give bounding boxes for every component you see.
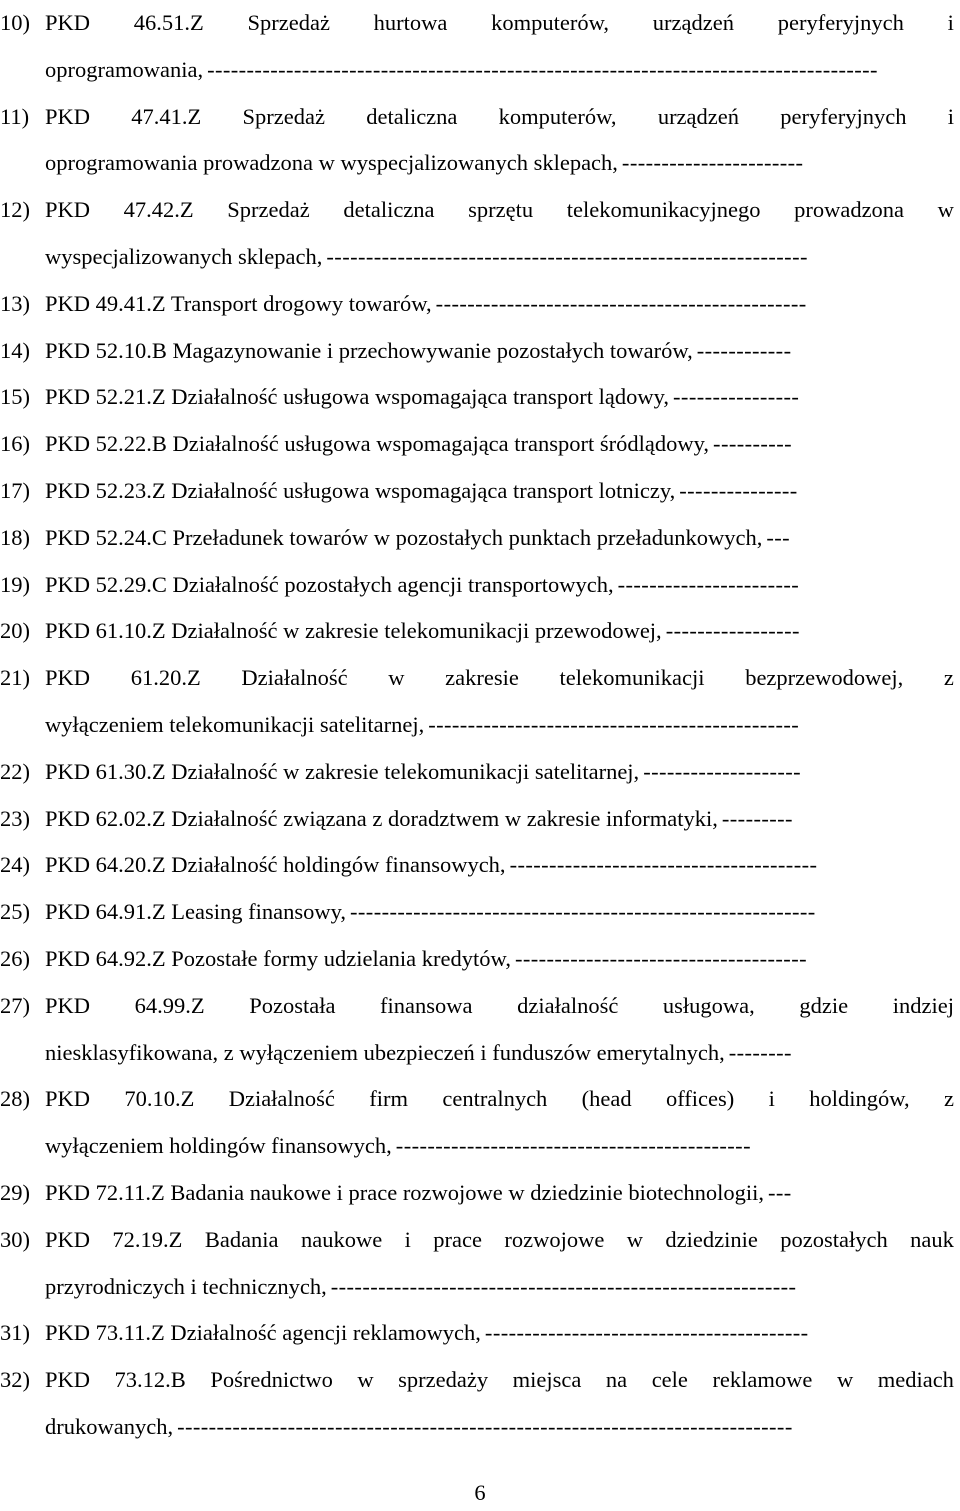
item-number: 27) [0, 992, 30, 1018]
list-item [0, 0, 956, 94]
list-item [0, 374, 956, 421]
item-body [45, 889, 954, 936]
item-word: z [944, 1086, 954, 1112]
dash-leader: --------- [721, 805, 793, 831]
dash-leader: --------------------------------------------- [395, 1133, 751, 1159]
item-line [45, 562, 954, 609]
dash-leader: ----------------------------------------------- [435, 290, 807, 316]
item-line [45, 796, 954, 843]
item-number: 29) [0, 1179, 30, 1205]
item-number: 31) [0, 1320, 30, 1346]
dash-leader: ------------------------------------------------------------- [326, 243, 808, 269]
item-line-justified [45, 655, 954, 702]
item-body [45, 421, 954, 468]
item-number: 21) [0, 665, 30, 691]
item-word: rozwojowe [504, 1226, 605, 1252]
item-body [45, 562, 954, 609]
dash-leader: ------------------------------------------------------------------------------------- [207, 56, 878, 82]
item-text: PKD 72.11.Z Badania naukowe i prace rozwojowe w dziedzinie biotechnologii, [45, 1179, 764, 1205]
item-word: telekomunikacyjnego [566, 197, 761, 223]
item-word: i [947, 103, 954, 129]
item-word: urządzeń [657, 103, 740, 129]
item-word: firm [369, 1086, 409, 1112]
item-text: wyłączeniem holdingów finansowych, [45, 1133, 392, 1159]
dash-leader: ----------------------------------------------------------- [350, 899, 816, 925]
item-word: prowadzona [794, 197, 905, 223]
item-word: prace [433, 1226, 482, 1252]
dash-leader: -------------------- [643, 758, 802, 784]
list-item [0, 421, 956, 468]
item-word: Sprzedaż [242, 103, 325, 129]
item-word: Działalność [241, 665, 348, 691]
item-word: Sprzedaż [227, 197, 310, 223]
item-word: i [947, 10, 954, 35]
item-body [45, 281, 954, 328]
item-number: 28) [0, 1086, 30, 1112]
item-word: Sprzedaż [247, 10, 330, 35]
dash-leader: --------------------------------------- [509, 852, 818, 878]
item-word: PKD [45, 1367, 91, 1393]
item-word: i [768, 1086, 775, 1112]
item-word: nauk [910, 1226, 954, 1252]
dash-leader: ----------------------- [621, 150, 804, 176]
item-word: w [937, 197, 954, 223]
item-word: centralnych [442, 1086, 548, 1112]
dash-leader: ----------------------------------------- [484, 1320, 809, 1346]
item-word: z [943, 665, 954, 691]
item-word: Pośrednictwo [210, 1367, 333, 1393]
item-word: PKD [45, 1086, 91, 1112]
list-item [0, 187, 956, 281]
item-body [45, 94, 954, 188]
item-line [45, 936, 954, 983]
item-word: offices) [665, 1086, 735, 1112]
item-body [45, 749, 954, 796]
item-word: 47.41.Z [131, 103, 202, 129]
page-number: 6 [474, 1480, 486, 1505]
item-word: PKD [45, 665, 91, 691]
item-word: sprzedaży [398, 1367, 489, 1393]
item-text: PKD 52.22.B Działalność usługowa wspomagająca transport śródlądowy, [45, 431, 710, 457]
item-word: detaliczna [343, 197, 435, 223]
item-word: peryferyjnych [780, 103, 907, 129]
item-line [45, 749, 954, 796]
item-word: 61.20.Z [130, 665, 201, 691]
item-word: 64.99.Z [134, 992, 205, 1018]
item-line-justified [45, 1076, 954, 1123]
item-word: dziedzinie [665, 1226, 758, 1252]
item-text: PKD 52.24.C Przeładunek towarów w pozostałych punktach przeładunkowych, [45, 524, 763, 550]
item-word: działalność [517, 992, 619, 1018]
item-word: finansowa [380, 992, 473, 1018]
item-text: PKD 52.29.C Działalność pozostałych agencji transportowych, [45, 571, 614, 597]
list-item [0, 889, 956, 936]
item-line [45, 421, 954, 468]
item-number: 32) [0, 1367, 30, 1393]
item-body [45, 374, 954, 421]
item-line [45, 1030, 954, 1077]
item-word: 47.42.Z [123, 197, 194, 223]
dash-leader: ------------ [696, 337, 792, 363]
item-line [45, 889, 954, 936]
item-word: na [605, 1367, 628, 1393]
item-word: cele [651, 1367, 688, 1393]
item-line [45, 47, 954, 94]
dash-leader: --- [767, 1179, 792, 1205]
list-item [0, 1217, 956, 1311]
item-word: Badania [204, 1226, 279, 1252]
item-word: hurtowa [373, 10, 448, 35]
item-line-justified [45, 1357, 954, 1404]
item-line-justified [45, 187, 954, 234]
item-text: PKD 62.02.Z Działalność związana z doradztwem w zakresie informatyki, [45, 805, 718, 831]
item-text: PKD 49.41.Z Transport drogowy towarów, [45, 290, 432, 316]
item-number: 13) [0, 290, 30, 316]
item-text: oprogramowania prowadzona w wyspecjalizowanych sklepach, [45, 150, 618, 176]
item-line [45, 234, 954, 281]
item-line [45, 281, 954, 328]
list-item [0, 468, 956, 515]
item-number: 14) [0, 337, 30, 363]
item-body [45, 1170, 954, 1217]
item-word: 73.12.B [114, 1367, 186, 1393]
list-item [0, 936, 956, 983]
item-body [45, 468, 954, 515]
item-word: gdzie [799, 992, 849, 1018]
item-body [45, 328, 954, 375]
dash-leader: ----------------------- [617, 571, 800, 597]
dash-leader: --------------- [679, 477, 798, 503]
item-text: PKD 64.20.Z Działalność holdingów finansowych, [45, 852, 506, 878]
item-number: 20) [0, 618, 30, 644]
item-body [45, 515, 954, 562]
item-word: detaliczna [366, 103, 458, 129]
item-number: 17) [0, 477, 30, 503]
item-word: pozostałych [780, 1226, 888, 1252]
item-body [45, 1357, 954, 1451]
item-word: Działalność [228, 1086, 335, 1112]
item-body [45, 983, 954, 1077]
item-word: usługowa, [662, 992, 755, 1018]
item-word: 46.51.Z [133, 10, 204, 35]
item-line-justified [45, 0, 954, 47]
item-word: 72.19.Z [112, 1226, 183, 1252]
dash-leader: ---------------- [673, 384, 800, 410]
item-text: wyłączeniem telekomunikacji satelitarnej, [45, 711, 425, 737]
item-line [45, 608, 954, 655]
item-word: w [388, 665, 405, 691]
item-word: PKD [45, 103, 91, 129]
item-word: sprzętu [468, 197, 534, 223]
item-number: 10) [0, 10, 30, 35]
list-item [0, 655, 956, 749]
item-body [45, 1310, 954, 1357]
item-number: 30) [0, 1226, 30, 1252]
list-item [0, 562, 956, 609]
item-text: PKD 52.21.Z Działalność usługowa wspomagająca transport lądowy, [45, 384, 670, 410]
item-word: (head [581, 1086, 632, 1112]
item-number: 18) [0, 524, 30, 550]
item-body [45, 608, 954, 655]
item-text: wyspecjalizowanych sklepach, [45, 243, 323, 269]
item-body [45, 655, 954, 749]
item-line [45, 842, 954, 889]
item-line [45, 515, 954, 562]
list-item [0, 1310, 956, 1357]
dash-leader: ----------------------------------------------- [428, 711, 800, 737]
item-text: PKD 64.92.Z Pozostałe formy udzielania kredytów, [45, 945, 511, 971]
item-number: 19) [0, 571, 30, 597]
item-number: 15) [0, 384, 30, 410]
item-word: komputerów, [498, 103, 617, 129]
item-word: PKD [45, 1226, 91, 1252]
item-word: urządzeń [652, 10, 734, 35]
item-word: w [626, 1226, 643, 1252]
item-word: w [357, 1367, 374, 1393]
item-number: 11) [0, 103, 30, 129]
list-item [0, 281, 956, 328]
item-word: peryferyjnych [777, 10, 904, 35]
item-word: reklamowe [712, 1367, 813, 1393]
item-word: w [836, 1367, 854, 1393]
item-text: oprogramowania, [45, 56, 204, 82]
list-item [0, 515, 956, 562]
item-line [45, 702, 954, 749]
item-word: Pozostała [249, 992, 336, 1018]
item-word: mediach [877, 1367, 954, 1393]
item-word: komputerów, [491, 10, 610, 35]
dash-leader: ------------------------------------- [514, 945, 807, 971]
item-line [45, 140, 954, 187]
item-word: holdingów, [809, 1086, 910, 1112]
item-line [45, 1404, 954, 1451]
item-number: 22) [0, 758, 30, 784]
item-body [45, 796, 954, 843]
item-word: indziej [892, 992, 954, 1018]
item-body [45, 936, 954, 983]
item-word: miejsca [512, 1367, 582, 1393]
item-text: PKD 61.30.Z Działalność w zakresie telekomunikacji satelitarnej, [45, 758, 640, 784]
item-number: 24) [0, 852, 30, 878]
item-number: 25) [0, 899, 30, 925]
list-item [0, 94, 956, 188]
item-text: PKD 61.10.Z Działalność w zakresie telekomunikacji przewodowej, [45, 618, 662, 644]
item-line [45, 328, 954, 375]
item-word: i [404, 1226, 411, 1252]
dash-leader: ----------------------------------------------------------- [330, 1273, 797, 1299]
list-item [0, 1076, 956, 1170]
dash-leader: --- [766, 524, 791, 550]
item-word: zakresie [445, 665, 519, 691]
item-word: PKD [45, 197, 91, 223]
item-text: PKD 64.91.Z Leasing finansowy, [45, 899, 347, 925]
item-number: 23) [0, 805, 30, 831]
list-item [0, 608, 956, 655]
item-word: bezprzewodowej, [745, 665, 904, 691]
item-body [45, 1076, 954, 1170]
item-line [45, 468, 954, 515]
item-body [45, 842, 954, 889]
item-body [45, 0, 954, 94]
dash-leader: -------- [728, 1039, 792, 1065]
item-line-justified [45, 1217, 954, 1264]
list-item [0, 1170, 956, 1217]
item-number: 16) [0, 431, 30, 457]
dash-leader: ----------------- [665, 618, 800, 644]
list-item [0, 328, 956, 375]
item-text: przyrodniczych i technicznych, [45, 1273, 327, 1299]
item-word: 70.10.Z [124, 1086, 195, 1112]
list-item [0, 749, 956, 796]
item-line [45, 1123, 954, 1170]
item-word: naukowe [300, 1226, 383, 1252]
list-item [0, 983, 956, 1077]
item-text: drukowanych, [45, 1413, 174, 1439]
item-line-justified [45, 983, 954, 1030]
dash-leader: ---------- [713, 431, 792, 457]
item-text: niesklasyfikowana, z wyłączeniem ubezpieczeń i funduszów emerytalnych, [45, 1039, 725, 1065]
item-text: PKD 52.23.Z Działalność usługowa wspomagająca transport lotniczy, [45, 477, 676, 503]
item-word: telekomunikacji [559, 665, 705, 691]
list-item [0, 1357, 956, 1451]
item-body [45, 187, 954, 281]
item-line [45, 1170, 954, 1217]
item-line-justified [45, 94, 954, 141]
item-text: PKD 52.10.B Magazynowanie i przechowywanie pozostałych towarów, [45, 337, 693, 363]
item-body [45, 1217, 954, 1311]
item-line [45, 1264, 954, 1311]
item-text: PKD 73.11.Z Działalność agencji reklamowych, [45, 1320, 481, 1346]
item-number: 12) [0, 197, 30, 223]
item-word: PKD [45, 992, 91, 1018]
item-number: 26) [0, 945, 30, 971]
list-item [0, 796, 956, 843]
dash-leader: ------------------------------------------------------------------------------ [177, 1413, 793, 1439]
item-line [45, 1310, 954, 1357]
item-line [45, 374, 954, 421]
list-item [0, 842, 956, 889]
item-word: PKD [45, 10, 91, 35]
